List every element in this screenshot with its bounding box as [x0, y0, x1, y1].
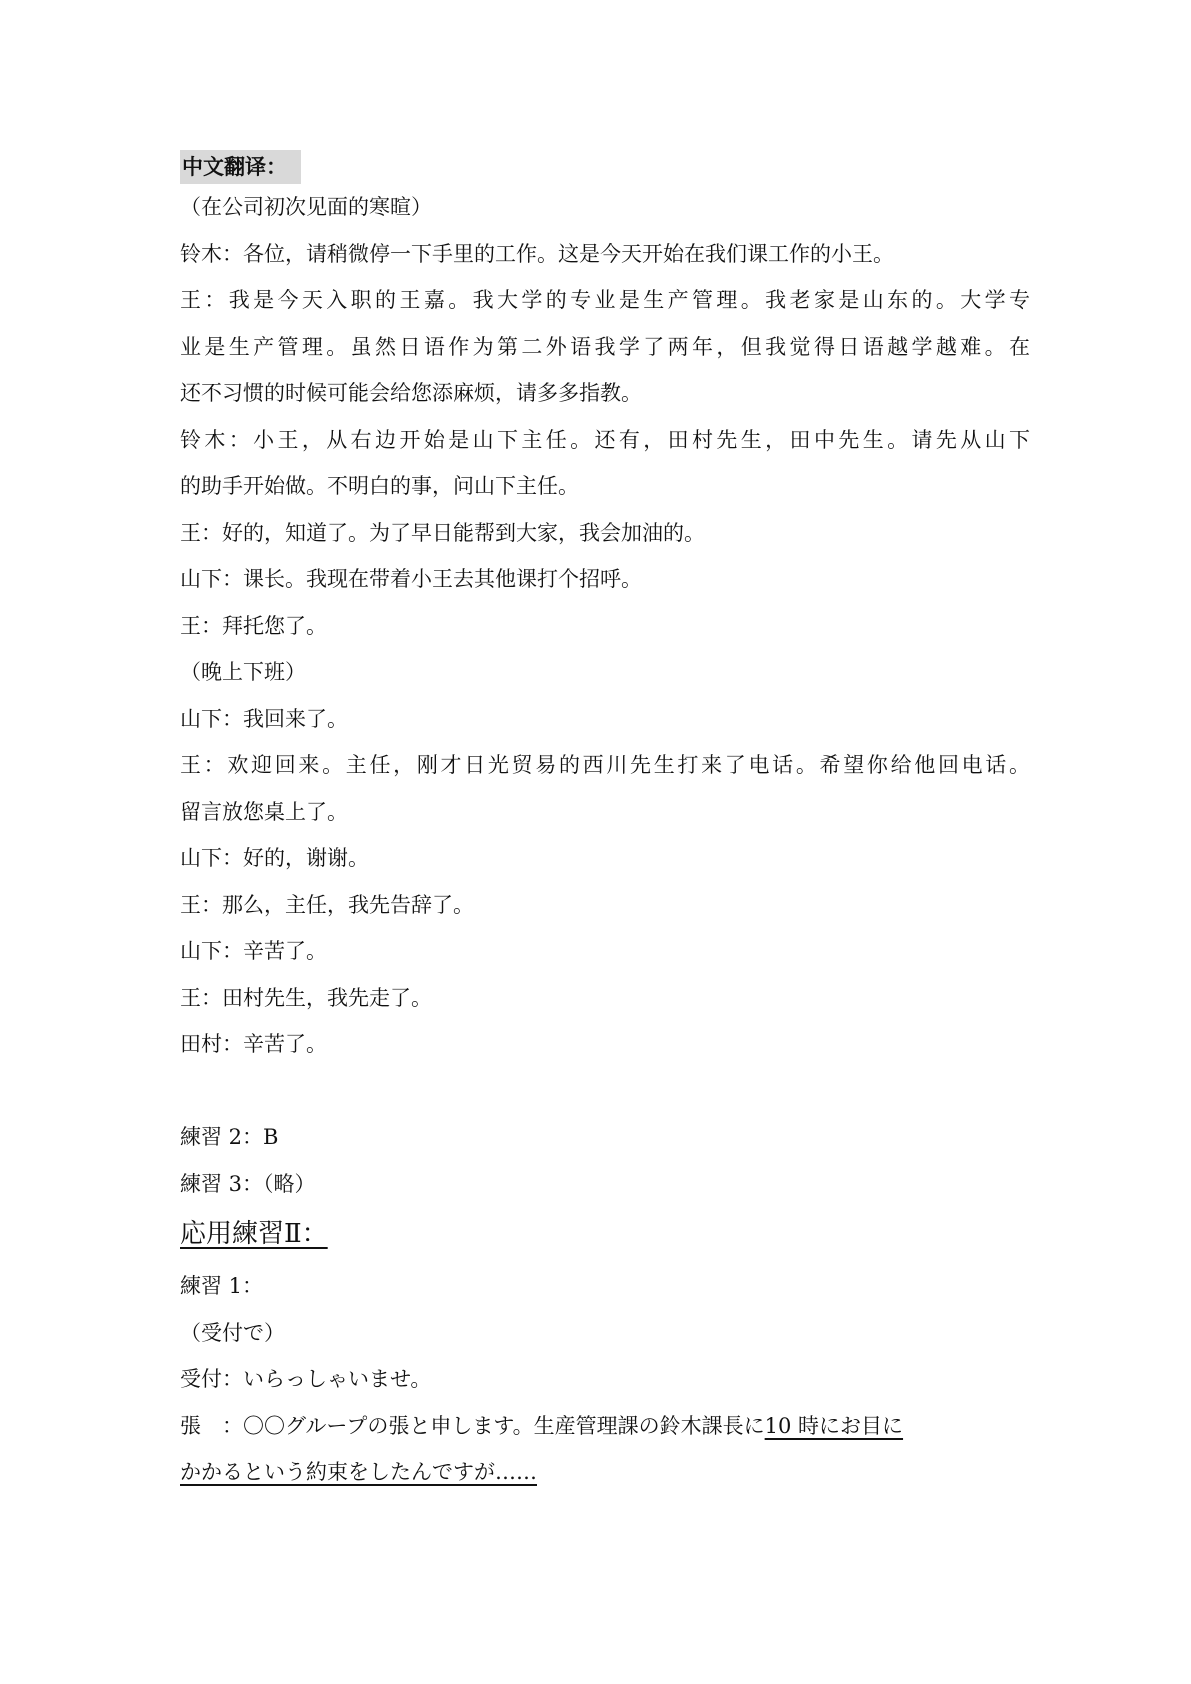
dialogue-line: 受付：いらっしゃいませ。	[180, 1367, 432, 1391]
speaker-label: 張 ：	[180, 1413, 243, 1438]
scene-note-reception: （受付で）	[180, 1320, 285, 1345]
applied-practice-heading	[180, 1209, 1030, 1259]
dialogue-line: 王：欢迎回来。主任，刚才日光贸易的西川先生打来了电话。希望你给他回电话。	[180, 753, 1030, 777]
dialogue-line: 还不习惯的时候可能会给您添麻烦，请多多指教。	[180, 381, 642, 405]
dialogue-line: 山下：我回来了。	[180, 706, 348, 731]
dialogue-line: 铃木：小王，从右边开始是山下主任。还有，田村先生，田中先生。请先从山下	[180, 427, 1030, 452]
document-content	[180, 150, 1030, 1496]
dialogue-line: 田村：辛苦了。	[180, 1032, 327, 1056]
dialogue-line: 王：田村先生，我先走了。	[180, 985, 432, 1010]
dialogue-line	[180, 1449, 1030, 1496]
dialogue-line: 的助手开始做。不明白的事，问山下主任。	[180, 474, 579, 498]
dialogue-line: 王：我是今天入职的王嘉。我大学的专业是生产管理。我老家是山东的。大学专	[180, 288, 1030, 312]
dialogue-line	[180, 1403, 1030, 1450]
dialogue-line: 王：那么，主任，我先告辞了。	[180, 892, 474, 917]
translation-heading: 中文翻译：	[180, 150, 301, 184]
dialogue-line: 山下：好的，谢谢。	[180, 846, 369, 870]
dialogue-line: 山下：课长。我现在带着小王去其他课打个招呼。	[180, 567, 642, 591]
dialogue-line: 山下：辛苦了。	[180, 939, 327, 963]
dialogue-line: 留言放您桌上了。	[180, 799, 348, 824]
practice-1-label: 練習 1：	[180, 1274, 264, 1298]
underlined-answer-text: 10 時にお目に	[764, 1413, 904, 1438]
practice-2-answer: 練習 2：B	[180, 1125, 279, 1149]
dialogue-line: 王：拜托您了。	[180, 613, 327, 638]
scene-note-first-meeting: （在公司初次见面的寒暄）	[180, 195, 432, 219]
blank-line	[180, 1068, 1030, 1115]
dialogue-line: 业是生产管理。虽然日语作为第二外语我学了两年，但我觉得日语越学越难。在	[180, 334, 1030, 359]
dialogue-line: 铃木：各位，请稍微停一下手里的工作。这是今天开始在我们课工作的小王。	[180, 241, 894, 266]
applied-practice-heading-text: 応用練習Ⅱ：	[180, 1219, 328, 1249]
underlined-answer-text: かかるという約束をしたんですが……	[180, 1460, 537, 1484]
dialogue-text: 〇〇グループの張と申します。生産管理課の鈴木課長に	[243, 1413, 765, 1438]
practice-3-answer: 練習 3：（略）	[180, 1171, 316, 1196]
scene-note-evening: （晚上下班）	[180, 660, 306, 684]
dialogue-line: 王：好的，知道了。为了早日能帮到大家，我会加油的。	[180, 520, 705, 545]
